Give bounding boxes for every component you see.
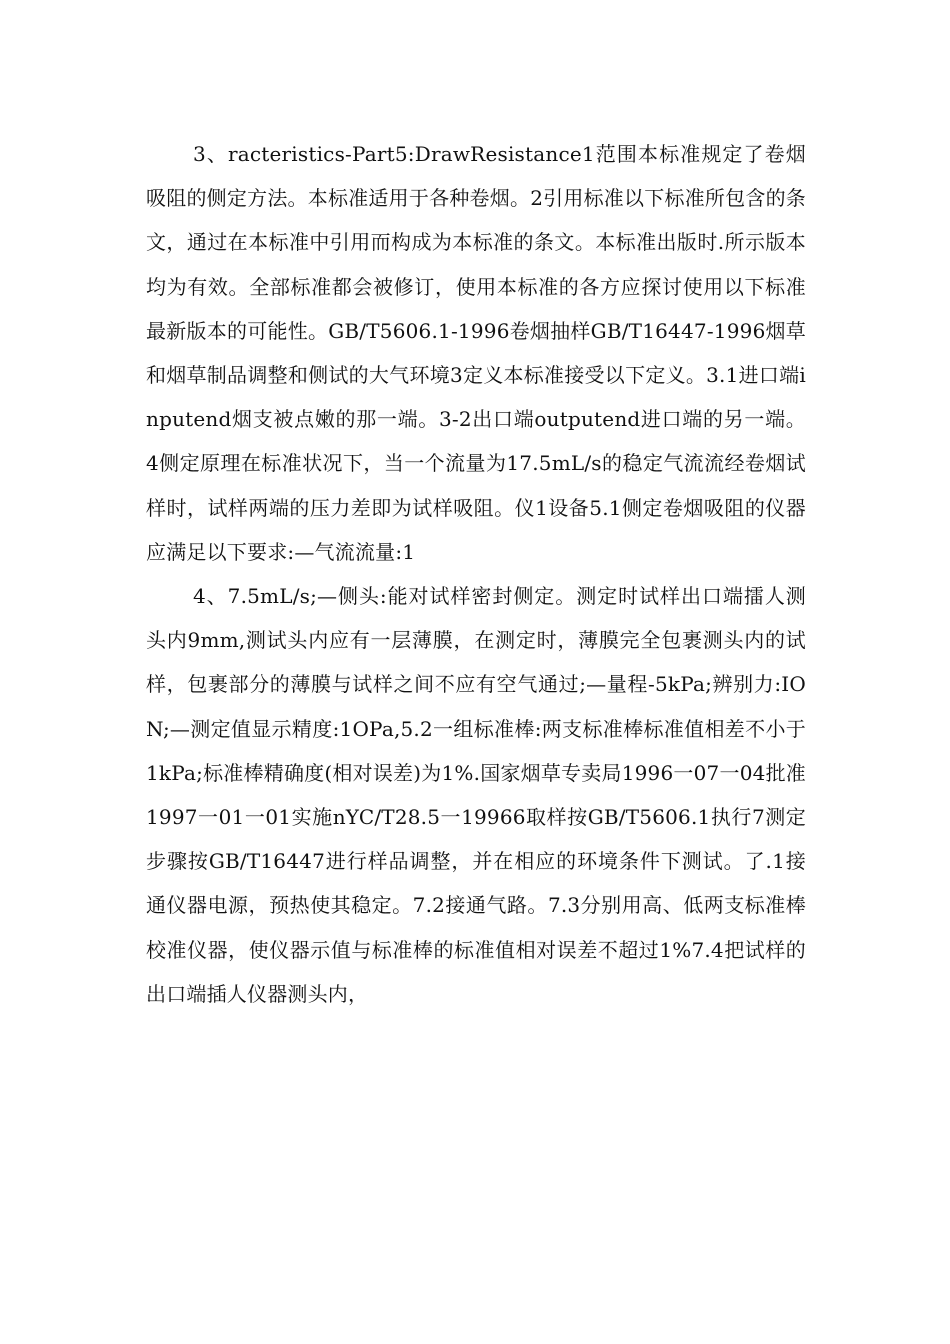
paragraph-2: 4、7.5mL/s;—侧头:能对试样密封侧定。测定时试样出口端擂人测头内9mm,测试头内应有一层薄膜，在测定时，薄膜完全包裹测头内的试样，包裹部分的薄膜与试样之间不应有空气通过;—量程-5kPa;辨别力:ION;—测定值显示精度:1OPa,5.2一组标准棒:两支标准棒标准值相差不小于1kPa;标准棒精确度(相对误差)为1%.国家烟草专卖局1996一07一04批准1997一01一01实施nYC/T28.5一19966取样按GB/T5606.1执行7测定步骤按GB/T16447进行样品调整，并在相应的环境条件下测试。了.1接通仪器电源，预热使其稳定。7.2接通气路。7.3分别用高、低两支标准棒校准仪器，使仪器示值与标准棒的标准值相对误差不超过1%7.4把试样的出口端插人仪器测头内， xyxy=(146,584,806,1006)
document-body xyxy=(146,132,806,1016)
paragraph-1: 3、racteristics-Part5:DrawResistance1范围本标准规定了卷烟吸阻的侧定方法。本标准适用于各种卷烟。2引用标准以下标准所包含的条文，通过在本标准中引用而构成为本标准的条文。本标准出版时.所示版本均为有效。全部标准都会被修订，使用本标准的各方应探讨使用以下标准最新版本的可能性。GB/T5606.1-1996卷烟抽样GB/T16447-1996烟草和烟草制品调整和侧试的大气环境3定义本标准接受以下定义。3.1进口端inputend烟支被点嫩的那一端。3-2出口端outputend进口端的另一端。4侧定原理在标准状况下，当一个流量为17.5mL/s的稳定气流流经卷烟试样时，试样两端的压力差即为试样吸阻。仪1设备5.1侧定卷烟吸阻的仪器应满足以下要求:—气流流量:1 xyxy=(146,142,806,564)
